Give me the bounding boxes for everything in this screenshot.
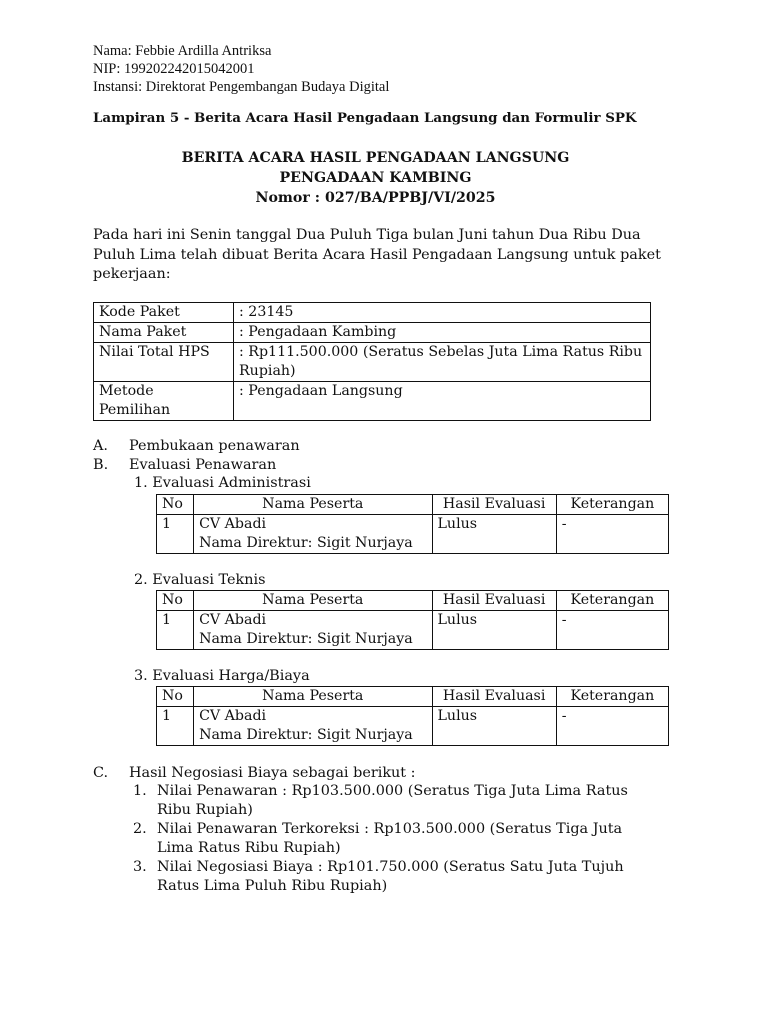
header-ket: Keterangan — [556, 591, 668, 611]
intro-paragraph: Pada hari ini Senin tanggal Dua Puluh Tiga bulan Juni tahun Dua Ribu Dua Puluh Lima telah dibuat Berita Acara Hasil Pengadaan Langsung untuk paket pekerjaan: — [93, 227, 661, 282]
table-row — [157, 515, 669, 554]
header-nama: Nama Peserta — [194, 591, 432, 611]
package-info-table — [93, 302, 651, 421]
info-key: Kode Paket — [94, 303, 234, 323]
peserta-direktur: Nama Direktur: Sigit Nurjaya — [199, 535, 413, 551]
table-header-row — [157, 495, 669, 515]
cell-no: 1 — [157, 515, 194, 554]
evaluation-table-teknis — [156, 590, 669, 650]
evaluation-title: 1. Evaluasi Administrasi — [134, 475, 311, 491]
cell-peserta — [194, 515, 432, 554]
table-header-row — [157, 687, 669, 707]
header-no: No — [157, 687, 194, 707]
info-key: Metode Pemilihan — [94, 382, 234, 421]
peserta-direktur: Nama Direktur: Sigit Nurjaya — [199, 727, 413, 743]
header-hasil: Hasil Evaluasi — [432, 495, 556, 515]
table-row — [94, 303, 651, 323]
section-b-label: Evaluasi Penawaran — [129, 457, 277, 473]
header-ket: Keterangan — [556, 687, 668, 707]
info-key: Nilai Total HPS — [94, 343, 234, 382]
negosiasi-item — [133, 782, 673, 820]
section-a-label: Pembukaan penawaran — [129, 438, 300, 454]
cell-ket: - — [556, 611, 668, 650]
cell-hasil: Lulus — [432, 611, 556, 650]
section-b-letter: B. — [93, 457, 109, 473]
negosiasi-number: 2. — [133, 821, 147, 837]
title-line-2: PENGADAAN KAMBING — [279, 170, 472, 186]
negosiasi-text-cont: Lima Ratus Ribu Rupiah) — [157, 840, 341, 856]
header-ket: Keterangan — [556, 495, 668, 515]
header-nama: Nama Peserta — [194, 495, 432, 515]
cell-hasil: Lulus — [432, 515, 556, 554]
header-no: No — [157, 591, 194, 611]
cell-hasil: Lulus — [432, 707, 556, 746]
evaluation-table-administrasi — [156, 494, 669, 554]
evaluation-table-harga — [156, 686, 669, 746]
title-line-3: Nomor : 027/BA/PPBJ/VI/2025 — [255, 190, 496, 206]
evaluation-title: 2. Evaluasi Teknis — [134, 572, 266, 588]
table-row — [157, 707, 669, 746]
evaluation-title: 3. Evaluasi Harga/Biaya — [134, 668, 310, 684]
table-row — [94, 382, 651, 421]
table-row — [94, 323, 651, 343]
section-c-letter: C. — [93, 765, 109, 781]
negosiasi-text-cont: Ribu Rupiah) — [157, 802, 253, 818]
author-instansi: Instansi: Direktorat Pengembangan Budaya Digital — [93, 79, 390, 95]
cell-ket: - — [556, 707, 668, 746]
info-value: : Pengadaan Kambing — [234, 323, 651, 343]
header-hasil: Hasil Evaluasi — [432, 591, 556, 611]
peserta-direktur: Nama Direktur: Sigit Nurjaya — [199, 631, 413, 647]
negosiasi-text: Nilai Penawaran Terkoreksi : Rp103.500.000 (Seratus Tiga Juta — [157, 821, 623, 837]
table-row — [94, 343, 651, 382]
title-line-1: BERITA ACARA HASIL PENGADAAN LANGSUNG — [181, 150, 570, 166]
info-value: : 23145 — [234, 303, 651, 323]
cell-peserta — [194, 707, 432, 746]
cell-no: 1 — [157, 707, 194, 746]
header-nama: Nama Peserta — [194, 687, 432, 707]
info-value: : Pengadaan Langsung — [234, 382, 651, 421]
negosiasi-text: Nilai Negosiasi Biaya : Rp101.750.000 (Seratus Satu Juta Tujuh — [157, 859, 624, 875]
author-nip: NIP: 199202242015042001 — [93, 61, 255, 77]
negosiasi-item — [133, 820, 673, 858]
peserta-name: CV Abadi — [199, 612, 267, 628]
negosiasi-number: 3. — [133, 859, 147, 875]
section-a-letter: A. — [93, 438, 108, 454]
info-key: Nama Paket — [94, 323, 234, 343]
header-hasil: Hasil Evaluasi — [432, 687, 556, 707]
author-name: Nama: Febbie Ardilla Antriksa — [93, 43, 272, 59]
author-info — [93, 42, 389, 96]
info-value: : Rp111.500.000 (Seratus Sebelas Juta Lima Ratus Ribu Rupiah) — [234, 343, 651, 382]
peserta-name: CV Abadi — [199, 708, 267, 724]
negosiasi-number: 1. — [133, 783, 147, 799]
negosiasi-text-cont: Ratus Lima Puluh Ribu Rupiah) — [157, 878, 388, 894]
cell-no: 1 — [157, 611, 194, 650]
document-title — [93, 148, 658, 208]
negosiasi-item — [133, 858, 673, 896]
section-c-label: Hasil Negosiasi Biaya sebagai berikut : — [129, 765, 416, 781]
lampiran-heading: Lampiran 5 - Berita Acara Hasil Pengadaan Langsung dan Formulir SPK — [93, 110, 637, 126]
header-no: No — [157, 495, 194, 515]
cell-ket: - — [556, 515, 668, 554]
cell-peserta — [194, 611, 432, 650]
table-row — [157, 611, 669, 650]
peserta-name: CV Abadi — [199, 516, 267, 532]
negosiasi-text: Nilai Penawaran : Rp103.500.000 (Seratus Tiga Juta Lima Ratus — [157, 783, 628, 799]
table-header-row — [157, 591, 669, 611]
